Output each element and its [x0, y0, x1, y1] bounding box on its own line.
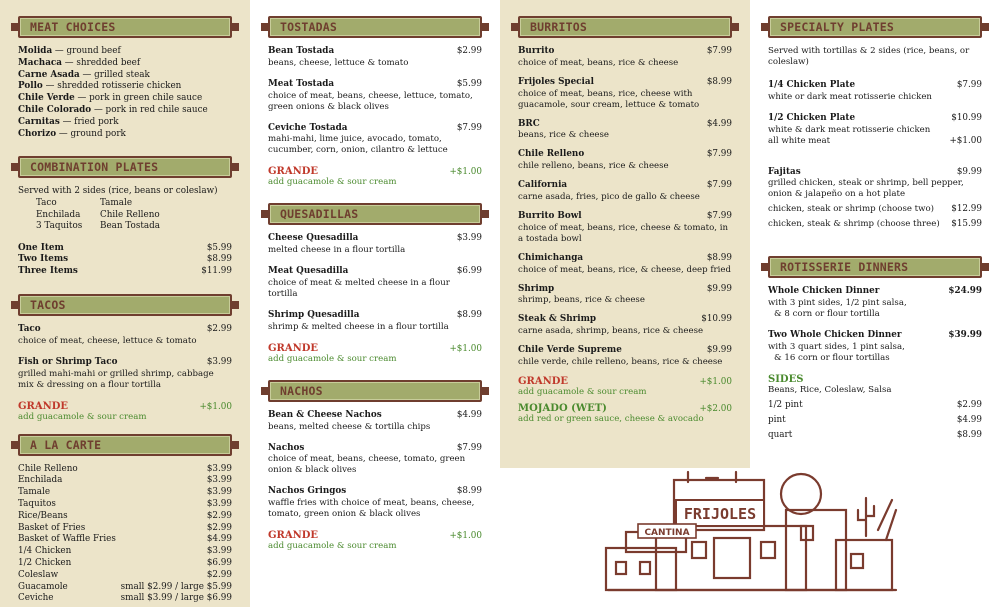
menu-item [768, 113, 982, 147]
a-la-carte-name: Guacamole [18, 581, 68, 592]
menu-item [518, 314, 732, 337]
a-la-carte-price: small $2.99 / large $5.99 [120, 581, 232, 592]
item-price: $39.99 [948, 330, 982, 341]
item-desc: choice of meat, beans, cheese, tomato, green onion & black olives [268, 454, 466, 476]
menu-item [268, 46, 482, 69]
combination-prices [18, 243, 232, 278]
item-desc: choice of meat, beans, rice, cheese & tomato, in a tostada bowl [518, 222, 729, 244]
a-la-carte-name: Basket of Waffle Fries [18, 534, 116, 545]
cantina-sign: CANTINA [644, 528, 690, 538]
item-desc: beans, melted cheese & tortilla chips [268, 421, 431, 432]
item-name: Shrimp Quesadilla [268, 309, 360, 320]
item-header [18, 357, 232, 369]
item-price: $8.99 [456, 309, 482, 320]
meat-desc: — ground beef [52, 46, 121, 56]
fajitas-option-price: $15.99 [951, 219, 982, 230]
item-header [518, 46, 732, 58]
menu-item [518, 284, 732, 307]
combo-price-row [18, 243, 232, 255]
menu-item [768, 330, 982, 364]
meat-choice [18, 46, 232, 58]
item-header [268, 46, 482, 58]
item-name: 1/4 Chicken Plate [768, 80, 856, 90]
combination-plates-header: COMBINATION PLATES [18, 156, 232, 178]
frijoles-sign: FRIJOLES [683, 505, 757, 523]
item-desc: beans, rice & cheese [518, 130, 610, 141]
a-la-carte-name: 1/4 Chicken [18, 546, 72, 557]
item-price: $10.99 [701, 314, 732, 325]
item-desc: waffle fries with choice of meat, beans, cheese, tomato, green onion & black olives [268, 498, 475, 520]
item-header [268, 310, 482, 322]
item-header [518, 211, 732, 223]
column-1 [0, 0, 250, 607]
grande-price: +$1.00 [449, 531, 482, 542]
meat-choice [18, 105, 232, 117]
combo-choice: 3 Taquitos [36, 221, 83, 232]
meat-choice [18, 70, 232, 82]
combo-count: Two Items [18, 254, 69, 265]
item-name: Ceviche Tostada [268, 122, 348, 133]
burritos-header: BURRITOS [518, 16, 732, 38]
item-desc: choice of meat, beans, rice, cheese with guacamole, sour cream, lettuce & tomato [518, 88, 700, 110]
item-extra-price: +$1.00 [949, 135, 982, 146]
nachos-grande [268, 530, 482, 541]
item-desc: carne asada, shrimp, beans, rice & cheese [518, 326, 704, 337]
combo-price-row [18, 254, 232, 266]
fajitas-item [768, 167, 982, 231]
menu-item [18, 357, 232, 391]
grande-desc: add guacamole & sour cream [268, 177, 397, 188]
item-header [268, 266, 482, 278]
a-la-carte-price: $3.99 [206, 546, 232, 557]
meat-name: Chorizo [18, 128, 57, 139]
grande-desc: add guacamole & sour cream [518, 386, 647, 397]
item-price: $7.99 [706, 149, 732, 160]
item-price: $3.99 [456, 233, 482, 244]
combination-intro: Served with 2 sides (rice, beans or coleslaw) [18, 186, 218, 197]
a-la-carte-row [18, 523, 232, 535]
menu-item [268, 486, 482, 520]
item-price: $4.99 [456, 409, 482, 420]
item-desc: carne asada, fries, pico de gallo & cheese [518, 191, 700, 202]
column-2 [250, 0, 500, 607]
combo-choice: Bean Tostada [100, 221, 161, 232]
grande-price: +$1.00 [699, 376, 732, 387]
meat-name: Chile Verde [18, 93, 75, 104]
specialty-intro: Served with tortillas & 2 sides (rice, beans, or coleslaw) [768, 46, 970, 67]
mojado-price: +$2.00 [699, 403, 732, 414]
combo-count: One Item [18, 242, 64, 253]
a-la-carte-price: $3.99 [206, 499, 232, 510]
menu-item [518, 46, 732, 69]
item-header [268, 123, 482, 135]
a-la-carte-row [18, 570, 232, 582]
side-size: pint [768, 414, 786, 425]
grande-label: GRANDE [268, 166, 319, 178]
item-header [518, 345, 732, 357]
item-price: $7.99 [956, 80, 982, 90]
meat-choice [18, 117, 232, 129]
item-desc: choice of meat, beans, cheese, lettuce, tomato, green onions & black olives [268, 90, 473, 112]
tostadas-list [268, 46, 482, 156]
meat-choices-header: MEAT CHOICES [18, 16, 232, 38]
a-la-carte-row [18, 499, 232, 511]
grande-label: GRANDE [518, 375, 569, 387]
item-name: Bean & Cheese Nachos [268, 409, 382, 420]
item-desc: with 3 quart sides, 1 pint salsa, [768, 341, 905, 352]
menu-item [268, 410, 482, 433]
item-price: $24.99 [948, 286, 982, 297]
item-name: Burrito [518, 46, 555, 56]
burritos-list [518, 46, 732, 368]
item-desc: white or dark meat rotisserie chicken [768, 91, 932, 102]
combo-choice: Chile Relleno [100, 209, 160, 220]
side-size: quart [768, 429, 793, 440]
item-name: Meat Tostada [268, 78, 335, 89]
a-la-carte-name: Enchilada [18, 475, 63, 486]
item-price: $7.99 [706, 210, 732, 221]
combo-choice: Enchilada [36, 209, 81, 220]
item-price: $8.99 [706, 76, 732, 87]
a-la-carte-row [18, 534, 232, 546]
column-3 [500, 0, 750, 468]
meat-name: Carnitas [18, 116, 60, 127]
combination-choices [18, 198, 232, 233]
item-desc: chile relleno, beans, rice & cheese [518, 161, 669, 172]
tostadas-grande [268, 166, 482, 177]
a-la-carte-price: $3.99 [206, 487, 232, 498]
tostadas-header: TOSTADAS [268, 16, 482, 38]
side-size-row [768, 400, 982, 412]
item-name: Steak & Shrimp [518, 314, 597, 325]
combo-price: $8.99 [206, 254, 232, 265]
a-la-carte-price: $3.99 [206, 475, 232, 486]
item-name: Shrimp [518, 283, 555, 294]
item-header [518, 314, 732, 326]
specialty-plates-header: SPECIALTY PLATES [768, 16, 982, 38]
item-header [268, 233, 482, 245]
grande-price: +$1.00 [449, 167, 482, 178]
a-la-carte-row [18, 582, 232, 594]
item-desc-2: & 8 corn or flour tortilla [774, 309, 880, 320]
item-header [18, 324, 232, 336]
grande-desc: add guacamole & sour cream [268, 353, 397, 364]
a-la-carte-row [18, 546, 232, 558]
item-name: Two Whole Chicken Dinner [768, 330, 902, 341]
item-desc: mahi-mahi, lime juice, avocado, tomato, cucumber, corn, onion, cilantro & lettuce [268, 134, 448, 156]
item-price: $9.99 [706, 345, 732, 356]
meat-desc: — fried pork [59, 116, 119, 127]
meat-choice [18, 93, 232, 105]
quesadillas-grande [268, 343, 482, 354]
a-la-carte-name: Chile Relleno [18, 463, 78, 474]
item-desc: grilled mahi-mahi or grilled shrimp, cabbage mix & dressing on a flour tortilla [18, 368, 214, 390]
item-price: $7.99 [456, 122, 482, 133]
item-name: Meat Quesadilla [268, 266, 349, 277]
item-header [518, 284, 732, 296]
grande-label: GRANDE [18, 400, 69, 412]
item-name: Chile Verde Supreme [518, 345, 622, 356]
item-header [268, 443, 482, 455]
cantina-building-illustration [596, 470, 906, 598]
combo-price: $5.99 [206, 242, 232, 253]
a-la-carte-price: $2.99 [206, 522, 232, 533]
meat-desc: — shredded beef [61, 57, 141, 68]
a-la-carte-name: Taquitos [18, 499, 56, 510]
menu-item [518, 345, 732, 368]
item-header [518, 77, 732, 89]
tacos-header: TACOS [18, 294, 232, 316]
tacos-list [18, 324, 232, 391]
sides-list [768, 400, 982, 441]
item-header [268, 410, 482, 422]
item-name: Bean Tostada [268, 46, 335, 56]
combo-price-row [18, 266, 232, 278]
meat-desc: — shredded rotisserie chicken [42, 81, 182, 92]
a-la-carte-name: 1/2 Chicken [18, 558, 72, 569]
a-la-carte-name: Tamale [18, 487, 51, 498]
a-la-carte-list [18, 464, 232, 606]
meat-name: Machaca [18, 57, 62, 68]
a-la-carte-row [18, 593, 232, 605]
grande-label: GRANDE [268, 530, 319, 542]
item-desc: choice of meat & melted cheese in a flour tortilla [268, 277, 450, 299]
combo-price: $11.99 [201, 266, 232, 277]
meat-desc: — ground pork [56, 128, 126, 139]
side-size-row [768, 430, 982, 442]
meat-name: Carne Asada [18, 69, 80, 80]
a-la-carte-row [18, 464, 232, 476]
item-header [268, 486, 482, 498]
item-price: $7.99 [706, 46, 732, 56]
menu-item [268, 310, 482, 333]
item-price: $3.99 [206, 356, 232, 367]
item-name: BRC [518, 118, 540, 129]
side-size-row [768, 415, 982, 427]
a-la-carte-price: $4.99 [206, 534, 232, 545]
menu-item [768, 286, 982, 320]
a-la-carte-name: Coleslaw [18, 569, 59, 580]
tacos-grande [18, 401, 232, 412]
sides-label: SIDES [768, 373, 804, 385]
item-desc: shrimp & melted cheese in a flour tortilla [268, 321, 449, 332]
item-desc: choice of meat, cheese, lettuce & tomato [18, 335, 197, 346]
item-name: Chimichanga [518, 252, 584, 263]
a-la-carte-price: small $3.99 / large $6.99 [120, 593, 232, 604]
item-name: Fish or Shrimp Taco [18, 356, 118, 367]
item-price: $8.99 [706, 252, 732, 263]
item-price: $7.99 [456, 442, 482, 453]
item-name: California [518, 180, 568, 191]
a-la-carte-name: Basket of Fries [18, 522, 86, 533]
a-la-carte-price: $3.99 [206, 463, 232, 474]
meat-desc: — pork in red chile sauce [91, 104, 208, 115]
meat-name: Chile Colorado [18, 104, 92, 115]
combo-choice: Tamale [100, 198, 133, 209]
item-name: Whole Chicken Dinner [768, 286, 880, 297]
menu-item [768, 80, 982, 103]
item-desc-2: & 16 corn or flour tortillas [774, 352, 890, 363]
nachos-list [268, 410, 482, 520]
rotisserie-dinners-header: ROTISSERIE DINNERS [768, 256, 982, 278]
item-desc: chile verde, chile relleno, beans, rice & cheese [518, 356, 723, 367]
item-desc: grilled chicken, steak or shrimp, bell pepper, onion & jalapeño on a hot plate [768, 178, 964, 200]
grande-price: +$1.00 [199, 401, 232, 412]
burritos-mojado [518, 403, 732, 414]
quesadillas-header: QUESADILLAS [268, 203, 482, 225]
item-price: $2.99 [456, 46, 482, 56]
a-la-carte-row [18, 558, 232, 570]
item-header [518, 119, 732, 131]
menu-item [518, 253, 732, 276]
item-price: $9.99 [706, 283, 732, 294]
side-price: $2.99 [956, 399, 982, 410]
menu-item [268, 79, 482, 113]
combo-count: Three Items [18, 266, 78, 277]
item-desc: with 3 pint sides, 1/2 pint salsa, [768, 298, 907, 309]
burritos-grande [518, 376, 732, 387]
menu-item [518, 119, 732, 142]
fajitas-option-price: $12.99 [951, 204, 982, 215]
side-price: $4.99 [956, 414, 982, 425]
menu-item [518, 77, 732, 111]
a-la-carte-name: Ceviche [18, 593, 54, 604]
item-price: $5.99 [456, 78, 482, 89]
meat-desc: — grilled steak [79, 69, 150, 80]
item-price: $8.99 [456, 486, 482, 497]
item-price: $4.99 [706, 118, 732, 129]
grande-label: GRANDE [268, 342, 319, 354]
a-la-carte-price: $6.99 [206, 558, 232, 569]
grande-price: +$1.00 [449, 343, 482, 354]
a-la-carte-price: $2.99 [206, 510, 232, 521]
moon-icon [781, 474, 821, 514]
a-la-carte-price: $2.99 [206, 569, 232, 580]
meat-name: Molida [18, 46, 53, 56]
meat-choices-list [18, 46, 232, 140]
a-la-carte-row [18, 475, 232, 487]
item-name: Taco [18, 324, 41, 335]
item-header [518, 149, 732, 161]
menu-item [518, 149, 732, 172]
a-la-carte-name: Rice/Beans [18, 510, 68, 521]
menu-item [518, 211, 732, 245]
item-price: $10.99 [951, 112, 982, 123]
menu-item [268, 123, 482, 157]
meat-desc: — pork in green chile sauce [74, 93, 203, 104]
a-la-carte-row [18, 487, 232, 499]
mojado-desc: add red or green sauce, cheese & avocado [518, 413, 704, 424]
item-desc: choice of meat, beans, rice & cheese [518, 57, 679, 68]
item-name: Burrito Bowl [518, 210, 582, 221]
side-size: 1/2 pint [768, 399, 803, 410]
menu-item [268, 443, 482, 477]
combo-choice: Taco [36, 198, 57, 209]
item-name: Nachos [268, 442, 305, 453]
meat-choice [18, 129, 232, 141]
item-desc: melted cheese in a flour tortilla [268, 245, 406, 256]
item-price: $7.99 [706, 180, 732, 191]
item-header [268, 79, 482, 91]
a-la-carte-header: A LA CARTE [18, 434, 232, 456]
item-desc: shrimp, beans, rice & cheese [518, 295, 645, 306]
menu-item [268, 266, 482, 300]
item-extra: all white meat [768, 135, 831, 146]
grande-desc: add guacamole & sour cream [18, 411, 147, 422]
menu-item [18, 324, 232, 347]
grande-desc: add guacamole & sour cream [268, 541, 397, 552]
item-name: Chile Relleno [518, 149, 585, 160]
item-name: Frijoles Special [518, 76, 594, 87]
nachos-header: NACHOS [268, 380, 482, 402]
item-header [518, 180, 732, 192]
item-name: Fajitas [768, 166, 801, 177]
item-price: $2.99 [206, 324, 232, 335]
a-la-carte-row [18, 511, 232, 523]
fajitas-option: chicken, steak & shrimp (choose three) [768, 219, 940, 230]
side-price: $8.99 [956, 429, 982, 440]
menu-item [268, 233, 482, 256]
item-name: Cheese Quesadilla [268, 233, 359, 244]
item-desc: white & dark meat rotisserie chicken [768, 124, 931, 135]
fajitas-option: chicken, steak or shrimp (choose two) [768, 204, 935, 215]
item-price: $9.99 [956, 166, 982, 177]
meat-name: Pollo [18, 81, 43, 92]
item-desc: beans, cheese, lettuce & tomato [268, 57, 409, 68]
meat-choice [18, 58, 232, 70]
item-desc: choice of meat, beans, rice, & cheese, deep fried [518, 264, 731, 275]
sides-desc: Beans, Rice, Coleslaw, Salsa [768, 384, 892, 395]
mojado-label: MOJADO (WET) [518, 402, 607, 414]
meat-choice [18, 81, 232, 93]
item-name: 1/2 Chicken Plate [768, 112, 856, 123]
menu-item [518, 180, 732, 203]
item-header [518, 253, 732, 265]
item-name: Nachos Gringos [268, 486, 347, 497]
item-price: $6.99 [456, 266, 482, 277]
quesadillas-list [268, 233, 482, 332]
